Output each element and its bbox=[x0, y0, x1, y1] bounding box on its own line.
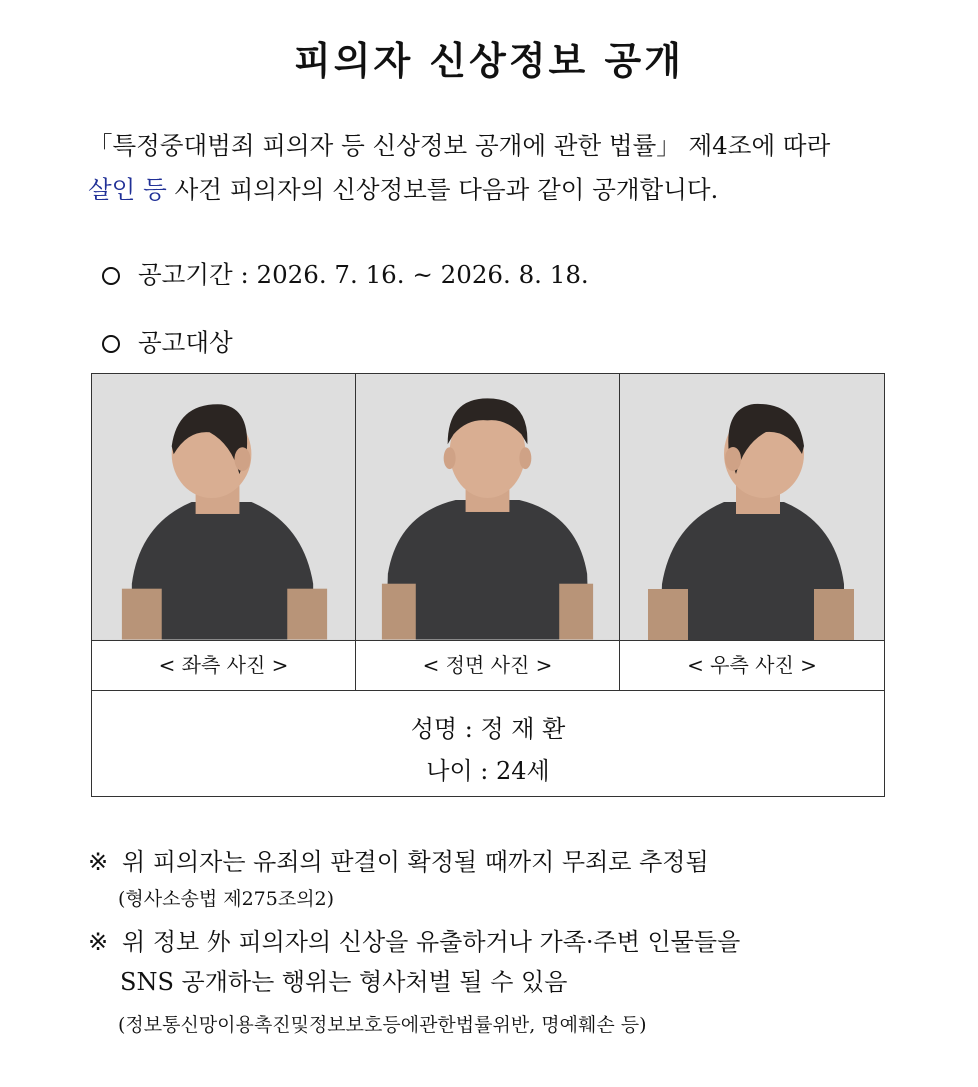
suspect-info bbox=[92, 690, 884, 796]
presumption-text: 위 피의자는 유죄의 판결이 확정될 때까지 무죄로 추정됨 bbox=[122, 848, 709, 876]
suspect-photo-table bbox=[91, 373, 885, 797]
presumption-law: (형사소송법 제275조의2) bbox=[118, 888, 335, 910]
intro-line-2-rest: 사건 피의자의 신상정보를 다음과 같이 공개합니다. bbox=[166, 175, 719, 204]
intro-line-2 bbox=[88, 168, 908, 212]
suspect-age: 나이 : 24세 bbox=[426, 757, 550, 785]
period-item bbox=[102, 256, 589, 291]
intro-line-1: 「특정중대범죄 피의자 등 신상정보 공개에 관한 법률」 제4조에 따라 bbox=[88, 131, 831, 160]
warning-text-line-2: SNS 공개하는 행위는 형사처벌 될 수 있음 bbox=[120, 968, 568, 996]
intro-highlight: 살인 등 bbox=[88, 175, 167, 204]
suspect-name: 성명 : 정 재 환 bbox=[410, 715, 566, 743]
left-profile-photo bbox=[92, 374, 356, 640]
warning-note bbox=[88, 922, 740, 957]
front-photo-caption: < 정면 사진 > bbox=[356, 640, 620, 690]
warning-text-line-1: 위 정보 外 피의자의 신상을 유출하거나 가족·주변 인물들을 bbox=[122, 928, 741, 956]
circle-bullet-icon bbox=[102, 267, 120, 285]
reference-mark-icon: ※ bbox=[88, 848, 109, 876]
page-title: 피의자 신상정보 공개 bbox=[294, 39, 684, 83]
person-front-image bbox=[356, 374, 619, 640]
reference-mark-icon: ※ bbox=[88, 928, 109, 956]
front-photo bbox=[356, 374, 620, 640]
person-left-profile-image bbox=[92, 374, 355, 640]
target-item bbox=[102, 324, 233, 359]
right-profile-photo bbox=[620, 374, 884, 640]
target-text: 공고대상 bbox=[138, 328, 233, 357]
left-photo-caption: < 좌측 사진 > bbox=[92, 640, 356, 690]
circle-bullet-icon bbox=[102, 335, 120, 353]
person-right-profile-image bbox=[620, 374, 884, 640]
warning-law: (정보통신망이용촉진및정보보호등에관한법률위반, 명예훼손 등) bbox=[118, 1014, 647, 1036]
period-text: 공고기간 : 2026. 7. 16. ~ 2026. 8. 18. bbox=[138, 260, 589, 289]
right-photo-caption: < 우측 사진 > bbox=[620, 640, 884, 690]
intro-paragraph bbox=[88, 124, 908, 212]
presumption-note bbox=[88, 842, 709, 877]
